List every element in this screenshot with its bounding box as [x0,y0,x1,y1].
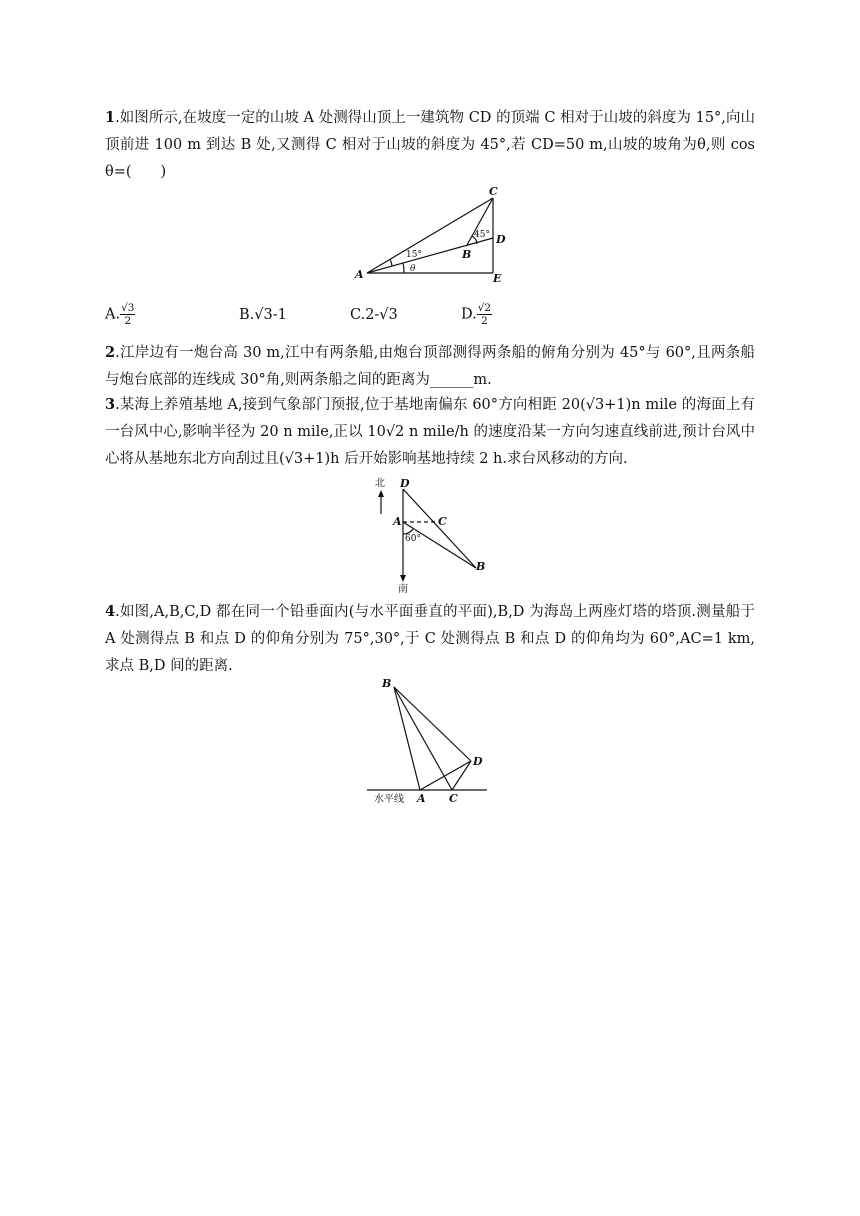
question-text: .如图,A,B,C,D 都在同一个铅垂面内(与水平面垂直的平面),B,D 为海岛上两座灯塔的塔顶.测量船于 A 处测得点 B 和点 D 的仰角分别为 75°,30°,于 C 处测得点 B 和点 D 的仰角均为 60°,AC=1 km,求点 B,D 间的距离. [105,604,755,674]
label-south: 南 [398,584,408,594]
question-1 [105,104,755,186]
label-b: B [462,248,472,261]
question-3 [105,391,755,473]
label-a: A [355,268,364,281]
figure-1-slope-diagram [350,184,510,284]
figure-3-typhoon-diagram [368,474,492,594]
label-e: E [493,272,502,284]
label-b: B [476,560,486,573]
question-text: .江岸边有一炮台高 30 m,江中有两条船,由炮台顶部测得两条船的俯角分别为 45°与 60°,且两条船与炮台底部的连线成 30°角,则两条船之间的距离为______m. [105,345,755,388]
arc-theta [403,263,404,273]
figure-4-lighthouse-diagram [362,674,490,806]
question-2 [105,339,755,394]
label-d: D [496,233,506,246]
question-number: 3 [105,396,116,413]
arc-15 [390,259,392,266]
label-d: D [473,755,483,768]
question-number: 1 [105,109,116,126]
angle-label-theta: θ [410,264,416,274]
label-c: C [449,792,458,805]
question-text: .某海上养殖基地 A,接到气象部门预报,位于基地南偏东 60°方向相距 20(√3+1)n mile 的海面上有一台风中心,影响半径为 20 n mile,正以 10√2 n mile/h 的速度沿某一方向匀速直线前进,预计台风中心将从基地东北方向刮过且(√3+1)h 后开始影响基地持续 2 h.求台风移动的方向. [105,397,755,467]
option-c: C.2-√3 [350,307,398,323]
question-4 [105,598,755,680]
line-ad [367,238,493,273]
angle-label-15: 15° [406,250,422,260]
option-d: D. $\frac{√2}{2}$ [461,302,492,327]
line-ad [420,761,471,790]
question-number: 4 [105,603,116,620]
angle-label-60: 60° [405,534,421,544]
line-ab [394,687,420,790]
label-north: 北 [375,478,385,489]
north-arrow-head [378,490,384,497]
label-d: D [400,477,410,490]
option-a: A. $\frac{√3}{2}$ [105,302,135,327]
label-horizon: 水平线 [374,794,404,805]
question-number: 2 [105,344,116,361]
option-b: B.√3-1 [239,307,287,323]
question-1-options [105,298,755,332]
label-b: B [382,677,392,690]
question-text: .如图所示,在坡度一定的山坡 A 处测得山顶上一建筑物 CD 的顶端 C 相对于山坡的斜度为 15°,向山顶前进 100 m 到达 B 处,又测得 C 相对于山坡的斜度为 45°,若 CD=50 m,山坡的坡角为θ,则 cos θ=( ) [105,110,755,180]
label-a: A [393,515,402,528]
line-cd [452,761,471,790]
south-arrow-head [400,575,406,582]
angle-label-45: 45° [474,230,490,240]
label-c: C [438,515,447,528]
label-a: A [417,792,426,805]
line-bd [394,687,471,761]
line-cb [394,687,452,790]
label-c: C [489,185,498,198]
